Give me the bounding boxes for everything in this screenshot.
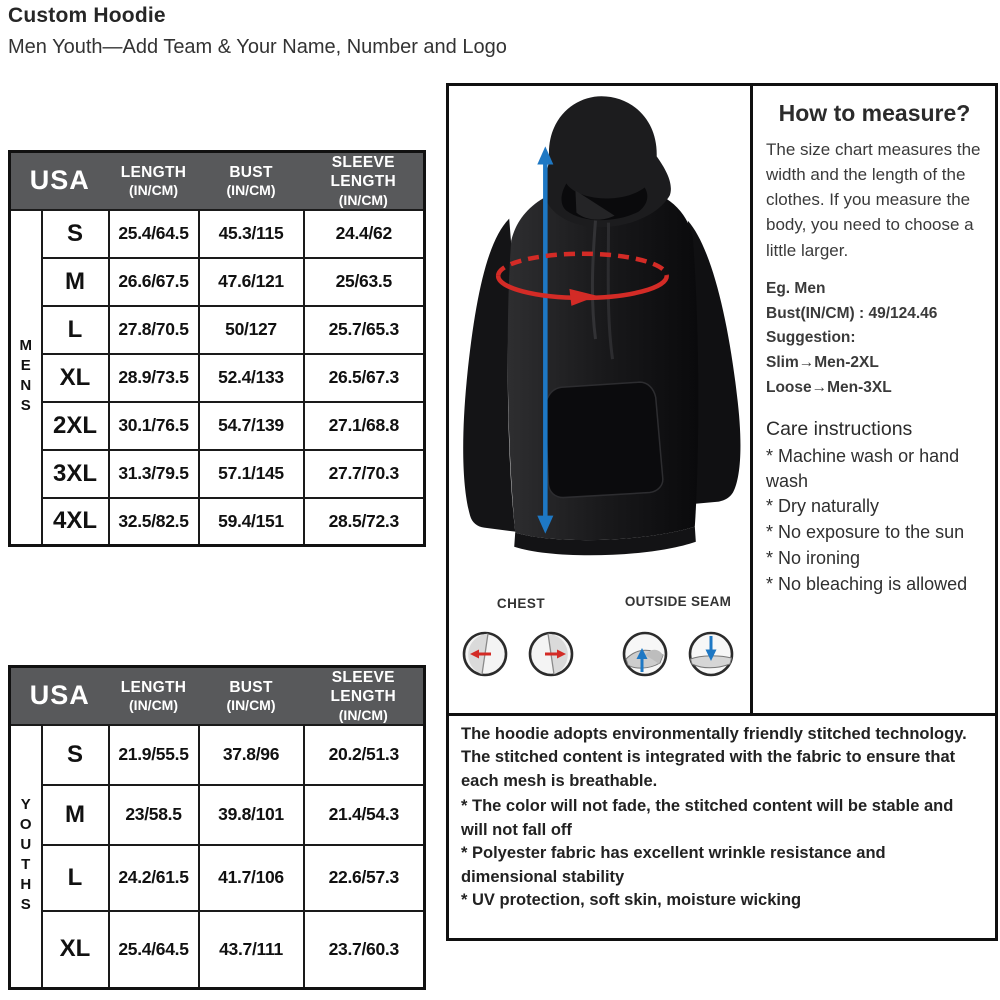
description-paragraph: * Polyester fabric has excellent wrinkle resistance and dimensional stability bbox=[461, 844, 886, 886]
size-cell: M bbox=[42, 785, 109, 845]
chest-measure-left-icon bbox=[461, 630, 509, 678]
size-cell: S bbox=[42, 210, 109, 258]
sleeve-cell: 27.7/70.3 bbox=[304, 450, 425, 498]
size-cell: L bbox=[42, 306, 109, 354]
table-row bbox=[10, 450, 425, 498]
table-header-row bbox=[10, 667, 425, 725]
chest-label: CHEST bbox=[496, 596, 546, 611]
column-header-bust: BUST (IN/CM) bbox=[199, 152, 304, 210]
youths-group-label: YOUTHS bbox=[10, 725, 42, 989]
column-header-usa: USA bbox=[10, 152, 109, 210]
table-row bbox=[10, 354, 425, 402]
size-cell: M bbox=[42, 258, 109, 306]
description-paragraph: * The color will not fade, the stitched content will be stable and will not fall off bbox=[461, 797, 954, 839]
measure-description: The size chart measures the width and the length of the clothes. If you measure the body, you need to choose a little larger. bbox=[766, 140, 981, 260]
length-cell: 23/58.5 bbox=[109, 785, 199, 845]
example-line: Slim→Men-2XL bbox=[766, 354, 879, 372]
column-header-length: LENGTH (IN/CM) bbox=[109, 667, 199, 725]
outside-seam-down-icon bbox=[687, 630, 735, 678]
care-item: * No ironing bbox=[766, 548, 861, 569]
length-cell: 25.4/64.5 bbox=[109, 210, 199, 258]
sleeve-cell: 21.4/54.3 bbox=[304, 785, 425, 845]
sleeve-cell: 25.7/65.3 bbox=[304, 306, 425, 354]
size-cell: XL bbox=[42, 354, 109, 402]
length-cell: 30.1/76.5 bbox=[109, 402, 199, 450]
length-cell: 25.4/64.5 bbox=[109, 911, 199, 989]
example-line: Loose→Men-3XL bbox=[766, 378, 892, 396]
mens-group-label: MENS bbox=[10, 210, 42, 546]
column-header-sleeve: SLEEVE LENGTH (IN/CM) bbox=[304, 152, 425, 210]
table-row bbox=[10, 785, 425, 845]
care-item: * Dry naturally bbox=[766, 496, 880, 517]
example-line: Suggestion: bbox=[766, 329, 856, 347]
care-instructions-heading: Care instructions bbox=[766, 417, 913, 440]
table-row bbox=[10, 911, 425, 989]
sleeve-cell: 26.5/67.3 bbox=[304, 354, 425, 402]
table-row bbox=[10, 258, 425, 306]
measure-panel bbox=[753, 83, 998, 716]
bust-cell: 52.4/133 bbox=[199, 354, 304, 402]
page-subtitle: Men Youth—Add Team & Your Name, Number and Logo bbox=[8, 36, 507, 58]
bust-cell: 45.3/115 bbox=[199, 210, 304, 258]
bust-cell: 41.7/106 bbox=[199, 845, 304, 911]
length-cell: 27.8/70.5 bbox=[109, 306, 199, 354]
table-row bbox=[10, 210, 425, 258]
product-description-box bbox=[446, 713, 998, 941]
table-row bbox=[10, 725, 425, 785]
example-line: Bust(IN/CM) : 49/124.46 bbox=[766, 304, 938, 322]
sleeve-cell: 22.6/57.3 bbox=[304, 845, 425, 911]
size-cell: 4XL bbox=[42, 498, 109, 546]
sleeve-cell: 20.2/51.3 bbox=[304, 725, 425, 785]
length-cell: 21.9/55.5 bbox=[109, 725, 199, 785]
bust-cell: 50/127 bbox=[199, 306, 304, 354]
sleeve-cell: 24.4/62 bbox=[304, 210, 425, 258]
table-row bbox=[10, 306, 425, 354]
bust-cell: 54.7/139 bbox=[199, 402, 304, 450]
size-cell: S bbox=[42, 725, 109, 785]
hoodie-product-image bbox=[449, 88, 750, 570]
bust-cell: 37.8/96 bbox=[199, 725, 304, 785]
outside-seam-label: OUTSIDE SEAM bbox=[624, 594, 732, 609]
care-item: * No exposure to the sun bbox=[766, 522, 965, 543]
size-cell: XL bbox=[42, 911, 109, 989]
page-title: Custom Hoodie bbox=[8, 4, 166, 27]
sleeve-cell: 28.5/72.3 bbox=[304, 498, 425, 546]
length-cell: 24.2/61.5 bbox=[109, 845, 199, 911]
size-cell: 2XL bbox=[42, 402, 109, 450]
length-cell: 26.6/67.5 bbox=[109, 258, 199, 306]
column-header-length: LENGTH (IN/CM) bbox=[109, 152, 199, 210]
youths-size-table bbox=[8, 665, 426, 990]
size-example-block bbox=[766, 277, 983, 401]
sleeve-cell: 27.1/68.8 bbox=[304, 402, 425, 450]
table-row bbox=[10, 845, 425, 911]
size-cell: 3XL bbox=[42, 450, 109, 498]
outside-seam-up-icon bbox=[621, 630, 669, 678]
chest-measure-right-icon bbox=[527, 630, 575, 678]
table-row bbox=[10, 402, 425, 450]
mens-size-table bbox=[8, 150, 426, 547]
column-header-bust: BUST (IN/CM) bbox=[199, 667, 304, 725]
bust-cell: 43.7/111 bbox=[199, 911, 304, 989]
column-header-usa: USA bbox=[10, 667, 109, 725]
how-to-measure-heading: How to measure? bbox=[778, 100, 971, 126]
bust-cell: 47.6/121 bbox=[199, 258, 304, 306]
bust-cell: 59.4/151 bbox=[199, 498, 304, 546]
bust-cell: 39.8/101 bbox=[199, 785, 304, 845]
size-cell: L bbox=[42, 845, 109, 911]
care-item: * No bleaching is allowed bbox=[766, 573, 968, 594]
sleeve-cell: 23.7/60.3 bbox=[304, 911, 425, 989]
length-cell: 28.9/73.5 bbox=[109, 354, 199, 402]
table-header-row bbox=[10, 152, 425, 210]
care-instructions-list bbox=[766, 444, 983, 597]
example-line: Eg. Men bbox=[766, 279, 826, 297]
table-row bbox=[10, 498, 425, 546]
description-paragraph: * UV protection, soft skin, moisture wicking bbox=[461, 890, 802, 909]
care-item: * Machine wash or hand wash bbox=[766, 445, 960, 491]
bust-cell: 57.1/145 bbox=[199, 450, 304, 498]
description-paragraph: The hoodie adopts environmentally friendly stitched technology. The stitched content is integrated with the fabric to ensure that each mesh is breathable. bbox=[461, 725, 967, 790]
length-cell: 31.3/79.5 bbox=[109, 450, 199, 498]
column-header-sleeve: SLEEVE LENGTH (IN/CM) bbox=[304, 667, 425, 725]
sleeve-cell: 25/63.5 bbox=[304, 258, 425, 306]
length-cell: 32.5/82.5 bbox=[109, 498, 199, 546]
hoodie-panel bbox=[446, 83, 753, 716]
